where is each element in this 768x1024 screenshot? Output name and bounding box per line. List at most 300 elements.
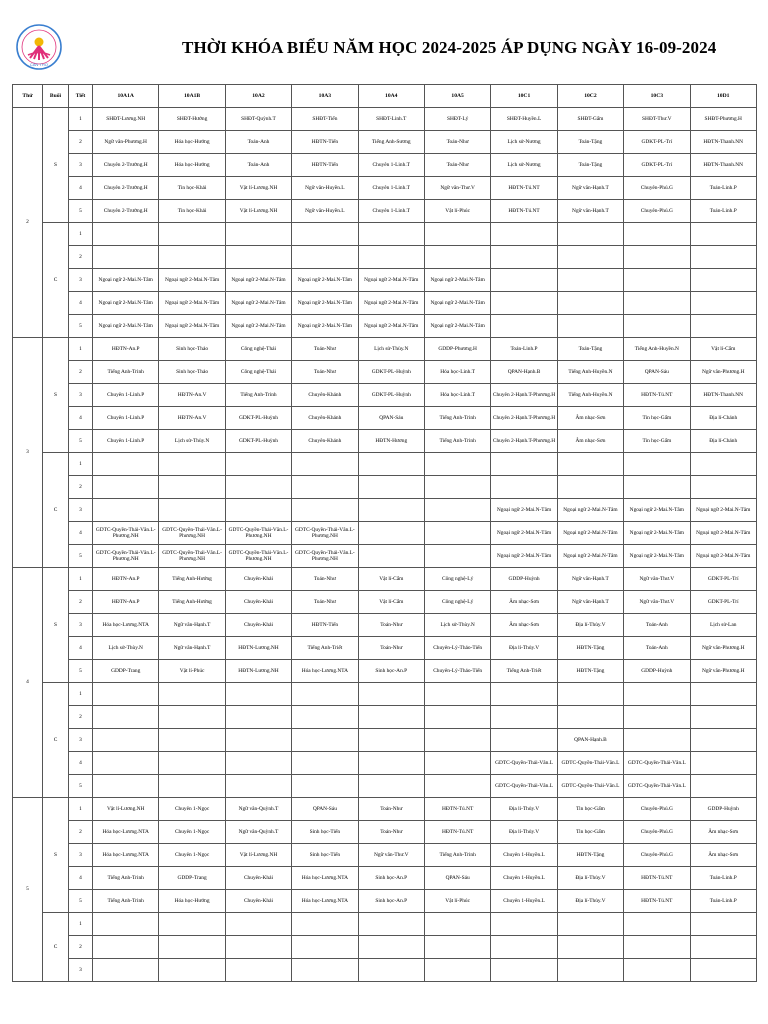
lesson-cell [557, 246, 623, 269]
lesson-cell [358, 775, 424, 798]
lesson-cell: Ngữ văn-Thư.V [358, 844, 424, 867]
lesson-cell [424, 246, 490, 269]
table-row [13, 821, 757, 844]
lesson-cell: GDKT-PL-Huỳnh [358, 384, 424, 407]
page-header [0, 0, 768, 84]
period-cell: 4 [69, 522, 93, 545]
header-cell: 10A4 [358, 85, 424, 108]
lesson-cell: Địa lí-Thủy.V [557, 890, 623, 913]
lesson-cell: Ngoại ngữ 2-Mai.N-Tâm [424, 292, 490, 315]
lesson-cell [491, 269, 557, 292]
lesson-cell: GDTC-Quyền-Thái-Văn.L-Phương.NH [225, 545, 291, 568]
period-cell: 1 [69, 568, 93, 591]
period-cell: 5 [69, 660, 93, 683]
lesson-cell: Ngoại ngữ 2-Mai.N-Tâm [624, 522, 690, 545]
lesson-cell [624, 476, 690, 499]
lesson-cell: Ngoại ngữ 2-Mai.N-Tâm [93, 315, 159, 338]
lesson-cell: Ngoại ngữ 2-Mai.N-Tâm [225, 315, 291, 338]
header-cell: 10C3 [624, 85, 690, 108]
table-row [13, 338, 757, 361]
lesson-cell: HĐTN-Tặng [557, 637, 623, 660]
lesson-cell: Sinh học-Tiến [292, 844, 358, 867]
lesson-cell [557, 315, 623, 338]
lesson-cell: Công nghệ-Lý [424, 591, 490, 614]
period-cell: 4 [69, 292, 93, 315]
lesson-cell: Toán-Linh.P [491, 338, 557, 361]
lesson-cell: Chuyên 1-Linh.T [358, 177, 424, 200]
table-row [13, 637, 757, 660]
lesson-cell [424, 752, 490, 775]
lesson-cell: Hóa học-Hướng [159, 154, 225, 177]
lesson-cell [159, 959, 225, 982]
table-row [13, 844, 757, 867]
table-row [13, 522, 757, 545]
lesson-cell: Lịch sử-Thùy.N [358, 338, 424, 361]
lesson-cell: Ngữ văn-Hạnh.T [557, 591, 623, 614]
lesson-cell: Tin học-Gấm [624, 430, 690, 453]
table-row [13, 361, 757, 384]
lesson-cell: Chuyên 1-Huyền.L [491, 867, 557, 890]
lesson-cell: HĐTN-An.V [159, 407, 225, 430]
lesson-cell: Tiếng Anh-Trinh [93, 867, 159, 890]
lesson-cell: Lịch sử-Thùy.N [424, 614, 490, 637]
lesson-cell: SHĐT-Phương.H [690, 108, 756, 131]
lesson-cell [225, 223, 291, 246]
session-cell: C [43, 913, 69, 982]
lesson-cell [292, 223, 358, 246]
lesson-cell: Toán-Tặng [557, 338, 623, 361]
lesson-cell: Hóa học-Lương.NTA [93, 821, 159, 844]
lesson-cell [624, 223, 690, 246]
period-cell: 2 [69, 131, 93, 154]
lesson-cell: Tin học-Khải [159, 200, 225, 223]
lesson-cell: Lịch sử-Lan [690, 614, 756, 637]
lesson-cell [424, 706, 490, 729]
lesson-cell: Chuyên-Khánh [292, 384, 358, 407]
lesson-cell: Âm nhạc-Sơn [690, 821, 756, 844]
table-row [13, 683, 757, 706]
table-row [13, 246, 757, 269]
lesson-cell: Chuyên 2-Trường.H [93, 200, 159, 223]
period-cell: 1 [69, 338, 93, 361]
period-cell: 4 [69, 407, 93, 430]
lesson-cell: Âm nhạc-Sơn [491, 591, 557, 614]
lesson-cell: Lịch sử-Thùy.N [159, 430, 225, 453]
lesson-cell [292, 499, 358, 522]
session-cell: C [43, 683, 69, 798]
lesson-cell: Hóa học-Hướng [159, 131, 225, 154]
lesson-cell: Chuyên-Khải [225, 591, 291, 614]
lesson-cell: Chuyên-Phú.G [624, 798, 690, 821]
period-cell: 1 [69, 913, 93, 936]
period-cell: 1 [69, 798, 93, 821]
lesson-cell: Toán-Như [424, 154, 490, 177]
header-cell: Tiết [69, 85, 93, 108]
lesson-cell: Ngoại ngữ 2-Mai.N-Tâm [292, 315, 358, 338]
lesson-cell [159, 936, 225, 959]
lesson-cell: Toán-Linh.P [690, 200, 756, 223]
lesson-cell [93, 476, 159, 499]
lesson-cell: Ngữ văn-Hạnh.T [557, 200, 623, 223]
lesson-cell: Toán-Như [292, 361, 358, 384]
lesson-cell: Vật lí-Lương.NH [93, 798, 159, 821]
lesson-cell [93, 913, 159, 936]
lesson-cell: Ngoại ngữ 2-Mai.N-Tâm [93, 292, 159, 315]
lesson-cell: GDKT-PL-Trí [690, 568, 756, 591]
lesson-cell: Lịch sử-Nương [491, 131, 557, 154]
lesson-cell: Chuyên 1-Linh.P [93, 430, 159, 453]
lesson-cell [358, 499, 424, 522]
lesson-cell [358, 545, 424, 568]
lesson-cell: Toán-Tặng [557, 154, 623, 177]
lesson-cell [491, 453, 557, 476]
lesson-cell [159, 683, 225, 706]
lesson-cell: SHĐT-Lương.NH [93, 108, 159, 131]
lesson-cell: HĐTN-Tú.NT [491, 200, 557, 223]
lesson-cell: Chuyên 2-Hạnh.T-Phương.H [491, 384, 557, 407]
lesson-cell: Tin học-Gấm [624, 407, 690, 430]
lesson-cell: Ngoại ngữ 2-Mai.N-Tâm [159, 269, 225, 292]
lesson-cell: Hóa học-Lương.NTA [93, 614, 159, 637]
table-row [13, 729, 757, 752]
lesson-cell [93, 775, 159, 798]
lesson-cell [491, 292, 557, 315]
header-cell: 10C2 [557, 85, 623, 108]
lesson-cell: Toán-Như [358, 614, 424, 637]
lesson-cell [93, 752, 159, 775]
lesson-cell: Ngoại ngữ 2-Mai.N-Tâm [557, 545, 623, 568]
lesson-cell: Chuyên 1-Linh.T [358, 200, 424, 223]
table-row [13, 177, 757, 200]
table-row [13, 131, 757, 154]
lesson-cell: Toán-Như [292, 568, 358, 591]
lesson-cell: Địa lí-Thủy.V [557, 614, 623, 637]
header-cell: 10A3 [292, 85, 358, 108]
lesson-cell: Tiếng Anh-Trinh [93, 890, 159, 913]
session-cell: S [43, 798, 69, 913]
lesson-cell: Chuyên-Lý-Thảo-Tiến [424, 660, 490, 683]
lesson-cell [690, 729, 756, 752]
lesson-cell: Địa lí-Chánh [690, 430, 756, 453]
lesson-cell: Toán-Như [358, 637, 424, 660]
lesson-cell: HĐTN-Tú.NT [624, 867, 690, 890]
lesson-cell: HĐTN-An.P [93, 568, 159, 591]
lesson-cell [491, 476, 557, 499]
lesson-cell: HĐTN-An.V [159, 384, 225, 407]
lesson-cell: Tiếng Anh-Huyền.N [557, 361, 623, 384]
table-row [13, 890, 757, 913]
lesson-cell: Hóa học-Hướng [159, 890, 225, 913]
lesson-cell [690, 683, 756, 706]
period-cell: 1 [69, 223, 93, 246]
lesson-cell: Vật lí-Cẩm [690, 338, 756, 361]
lesson-cell [491, 913, 557, 936]
lesson-cell [225, 453, 291, 476]
lesson-cell [424, 499, 490, 522]
day-cell: 4 [13, 568, 43, 798]
table-row [13, 499, 757, 522]
lesson-cell: HĐTN-Tú.NT [491, 177, 557, 200]
lesson-cell: Vật lí-Lương.NH [225, 200, 291, 223]
header-cell: Buổi [43, 85, 69, 108]
lesson-cell [292, 706, 358, 729]
lesson-cell: Công nghệ-Thái [225, 361, 291, 384]
period-cell: 2 [69, 706, 93, 729]
lesson-cell [159, 752, 225, 775]
lesson-cell [292, 453, 358, 476]
lesson-cell: Sinh học-Thảo [159, 338, 225, 361]
lesson-cell [93, 223, 159, 246]
lesson-cell: QPAN-Sáu [424, 867, 490, 890]
period-cell: 1 [69, 683, 93, 706]
lesson-cell: Ngoại ngữ 2-Mai.N-Tâm [491, 545, 557, 568]
lesson-cell [557, 706, 623, 729]
lesson-cell [358, 246, 424, 269]
lesson-cell [358, 223, 424, 246]
lesson-cell [93, 729, 159, 752]
lesson-cell [424, 913, 490, 936]
lesson-cell: GDDP-Huỳnh [491, 568, 557, 591]
lesson-cell: Tiếng Anh-Hướng [159, 568, 225, 591]
lesson-cell [358, 476, 424, 499]
lesson-cell [491, 683, 557, 706]
lesson-cell: Tiếng Anh-Triết [491, 660, 557, 683]
lesson-cell [690, 246, 756, 269]
table-row [13, 545, 757, 568]
lesson-cell [690, 269, 756, 292]
lesson-cell: Chuyên 1-Linh.T [358, 154, 424, 177]
lesson-cell: Công nghệ-Lý [424, 568, 490, 591]
lesson-cell [491, 315, 557, 338]
lesson-cell [358, 936, 424, 959]
lesson-cell: Ngoại ngữ 2-Mai.N-Tâm [624, 499, 690, 522]
lesson-cell [424, 223, 490, 246]
lesson-cell: QPAN-Sáu [358, 407, 424, 430]
lesson-cell [424, 729, 490, 752]
lesson-cell: SHĐT-Linh.T [358, 108, 424, 131]
lesson-cell [159, 913, 225, 936]
lesson-cell: GDDP-Huỳnh [624, 660, 690, 683]
lesson-cell [292, 936, 358, 959]
table-row [13, 591, 757, 614]
table-row [13, 200, 757, 223]
lesson-cell: HĐTN-Tiến [292, 131, 358, 154]
lesson-cell: GDKT-PL-Trí [624, 131, 690, 154]
lesson-cell: Chuyên-Lý-Thảo-Tiến [424, 637, 490, 660]
lesson-cell: GDTC-Quyền-Thái-Văn.L [624, 775, 690, 798]
lesson-cell: SHĐT-Hướng [159, 108, 225, 131]
lesson-cell: GDDP-Huỳnh [690, 798, 756, 821]
lesson-cell [491, 959, 557, 982]
lesson-cell: HĐTN-Lương.NH [225, 660, 291, 683]
lesson-cell: Ngữ văn-Huyền.L [292, 177, 358, 200]
lesson-cell [557, 936, 623, 959]
lesson-cell: Toán-Anh [624, 614, 690, 637]
session-cell: S [43, 568, 69, 683]
lesson-cell: Tiếng Anh-Trinh [93, 361, 159, 384]
lesson-cell [624, 729, 690, 752]
lesson-cell: Tiếng Anh-Sương [358, 131, 424, 154]
lesson-cell: GDTC-Quyền-Thái-Văn.L-Phương.NH [159, 522, 225, 545]
lesson-cell: Vật lí-Phúc [159, 660, 225, 683]
lesson-cell: Tiếng Anh-Trinh [424, 407, 490, 430]
lesson-cell: Vật lí-Phúc [424, 200, 490, 223]
lesson-cell: Chuyên-Khánh [292, 407, 358, 430]
header-cell: 10A5 [424, 85, 490, 108]
lesson-cell [358, 453, 424, 476]
lesson-cell: GDTC-Quyền-Thái-Văn.L-Phương.NH [93, 545, 159, 568]
lesson-cell [225, 499, 291, 522]
lesson-cell [292, 775, 358, 798]
table-row [13, 614, 757, 637]
period-cell: 4 [69, 177, 93, 200]
lesson-cell [690, 223, 756, 246]
lesson-cell: GDKT-PL-Huỳnh [358, 361, 424, 384]
lesson-cell [358, 752, 424, 775]
lesson-cell [292, 246, 358, 269]
lesson-cell: Tiếng Anh-Triết [292, 637, 358, 660]
period-cell: 5 [69, 200, 93, 223]
lesson-cell: Toán-Linh.P [690, 177, 756, 200]
lesson-cell: Ngữ văn-Hạnh.T [159, 637, 225, 660]
lesson-cell: Ngoại ngữ 2-Mai.N-Tâm [557, 499, 623, 522]
lesson-cell: HĐTN-Tặng [557, 660, 623, 683]
table-row [13, 752, 757, 775]
lesson-cell: GDTC-Quyền-Thái-Văn.L-Phương.NH [93, 522, 159, 545]
lesson-cell: SHĐT-Huyền.L [491, 108, 557, 131]
period-cell: 3 [69, 844, 93, 867]
lesson-cell: Tin học-Khải [159, 177, 225, 200]
lesson-cell [225, 729, 291, 752]
lesson-cell: HĐTN-Tú.NT [424, 798, 490, 821]
lesson-cell [225, 936, 291, 959]
lesson-cell: Chuyên-Khải [225, 614, 291, 637]
lesson-cell [159, 499, 225, 522]
lesson-cell: Vật lí-Cẩm [358, 568, 424, 591]
lesson-cell: GDTC-Quyền-Thái-Văn.L-Phương.NH [225, 522, 291, 545]
period-cell: 2 [69, 821, 93, 844]
lesson-cell: GDTC-Quyền-Thái-Văn.L-Phương.NH [159, 545, 225, 568]
lesson-cell [93, 246, 159, 269]
lesson-cell [225, 683, 291, 706]
table-row [13, 430, 757, 453]
lesson-cell: Tiếng Anh-Trinh [424, 430, 490, 453]
lesson-cell: Vật lí-Phúc [424, 890, 490, 913]
lesson-cell: GDTC-Quyền-Thái-Văn.L [557, 775, 623, 798]
lesson-cell: Chuyên 1-Ngọc [159, 844, 225, 867]
period-cell: 3 [69, 269, 93, 292]
lesson-cell: Ngoại ngữ 2-Mai.N-Tâm [690, 545, 756, 568]
lesson-cell [624, 453, 690, 476]
lesson-cell: Địa lí-Thủy.V [491, 821, 557, 844]
lesson-cell: GDKT-PL-Huỳnh [225, 407, 291, 430]
lesson-cell: Chuyên 1-Huyền.L [491, 844, 557, 867]
table-row [13, 292, 757, 315]
session-cell: S [43, 108, 69, 223]
lesson-cell [624, 936, 690, 959]
lesson-cell [690, 752, 756, 775]
period-cell: 3 [69, 384, 93, 407]
lesson-cell: Tiếng Anh-Hướng [159, 591, 225, 614]
lesson-cell: Ngoại ngữ 2-Mai.N-Tâm [690, 522, 756, 545]
lesson-cell [292, 683, 358, 706]
lesson-cell: GDTC-Quyền-Thái-Văn.L [491, 752, 557, 775]
lesson-cell: Địa lí-Thủy.V [491, 637, 557, 660]
lesson-cell: Âm nhạc-Sơn [557, 430, 623, 453]
lesson-cell [225, 476, 291, 499]
lesson-cell: Hóa học-Linh.T [424, 384, 490, 407]
lesson-cell: Ngoại ngữ 2-Mai.N-Tâm [491, 499, 557, 522]
lesson-cell: GDDP-Phương.H [424, 338, 490, 361]
svg-text:CẦN THƠ: CẦN THƠ [29, 62, 49, 67]
table-row [13, 913, 757, 936]
lesson-cell: QPAN-Hạnh.B [491, 361, 557, 384]
lesson-cell [557, 269, 623, 292]
lesson-cell: Sinh học-Thảo [159, 361, 225, 384]
lesson-cell: Vật lí-Lương.NH [225, 844, 291, 867]
lesson-cell: Toán-Như [358, 798, 424, 821]
lesson-cell [624, 913, 690, 936]
lesson-cell: Ngữ văn-Hạnh.T [557, 177, 623, 200]
lesson-cell [424, 959, 490, 982]
period-cell: 2 [69, 361, 93, 384]
lesson-cell: SHĐT-Quỳnh.T [225, 108, 291, 131]
lesson-cell: Tiếng Anh-Huyền.N [624, 338, 690, 361]
lesson-cell [491, 706, 557, 729]
lesson-cell: Ngữ văn-Thư.V [624, 568, 690, 591]
lesson-cell: QPAN-Hạnh.B [557, 729, 623, 752]
period-cell: 5 [69, 315, 93, 338]
session-cell: S [43, 338, 69, 453]
lesson-cell: HĐTN-Thanh.NN [690, 131, 756, 154]
day-cell: 3 [13, 338, 43, 568]
lesson-cell [424, 545, 490, 568]
lesson-cell: Âm nhạc-Sơn [491, 614, 557, 637]
lesson-cell [358, 522, 424, 545]
table-row [13, 154, 757, 177]
lesson-cell: Ngoại ngữ 2-Mai.N-Tâm [358, 315, 424, 338]
lesson-cell [557, 223, 623, 246]
lesson-cell: HĐTN-An.P [93, 591, 159, 614]
lesson-cell: Toán-Tặng [557, 131, 623, 154]
lesson-cell [292, 476, 358, 499]
lesson-cell [159, 453, 225, 476]
lesson-cell: Toán-Anh [624, 637, 690, 660]
table-row [13, 223, 757, 246]
lesson-cell: Ngoại ngữ 2-Mai.N-Tâm [491, 522, 557, 545]
lesson-cell: Âm nhạc-Sơn [557, 407, 623, 430]
lesson-cell: QPAN-Sáu [292, 798, 358, 821]
table-row [13, 453, 757, 476]
table-row [13, 775, 757, 798]
lesson-cell [93, 499, 159, 522]
lesson-cell: HĐTN-Tú.NT [624, 890, 690, 913]
lesson-cell: Chuyên 1-Ngọc [159, 821, 225, 844]
period-cell: 5 [69, 890, 93, 913]
lesson-cell [159, 476, 225, 499]
lesson-cell [690, 913, 756, 936]
lesson-cell: Chuyên 2-Hạnh.T-Phương.H [491, 430, 557, 453]
lesson-cell [292, 729, 358, 752]
lesson-cell: Vật lí-Lương.NH [225, 177, 291, 200]
lesson-cell [159, 223, 225, 246]
lesson-cell: Hóa học-Linh.T [424, 361, 490, 384]
lesson-cell [292, 752, 358, 775]
period-cell: 2 [69, 591, 93, 614]
lesson-cell: Lịch sử-Thùy.N [93, 637, 159, 660]
lesson-cell: Chuyên 1-Linh.P [93, 384, 159, 407]
session-cell: C [43, 223, 69, 338]
